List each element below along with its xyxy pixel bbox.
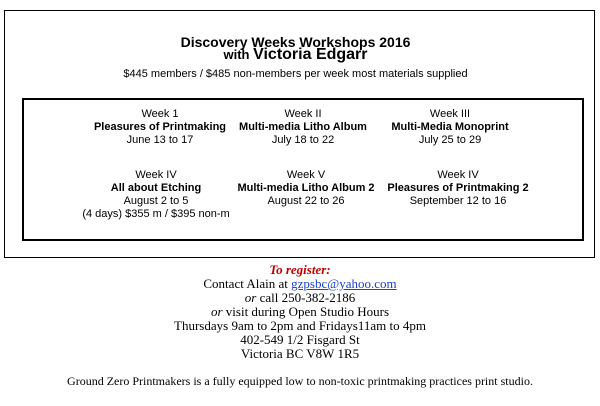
or-label: or (244, 290, 257, 305)
instructor-name: Victoria Edgarr (253, 46, 368, 63)
hours-text: Thursdays 9am to 2pm and Fridays11am to 4pm (174, 318, 426, 333)
email-link[interactable]: gzpsbc@yahoo.com (291, 276, 397, 291)
week-label: Week III (429, 108, 471, 120)
week-title: All about Etching (110, 182, 202, 194)
week-title: Multi-media Litho Album (239, 121, 367, 133)
week-title: Pleasures of Printmaking (93, 121, 227, 133)
week-label: Week IV (135, 169, 177, 181)
address-line-2: Victoria BC V8W 1R5 (240, 346, 360, 361)
week-title: Pleasures of Printmaking 2 (387, 182, 529, 194)
week-label: Week II (284, 108, 322, 120)
visit-text: visit during Open Studio Hours (225, 304, 390, 319)
address-line-1: 402-549 1/2 Fisgard St (240, 332, 360, 347)
page-title: Discovery Weeks Workshops 2016 (180, 34, 411, 50)
week-dates: August 22 to 26 (267, 195, 345, 207)
week-dates: June 13 to 17 (126, 134, 194, 146)
with-label: with (223, 47, 250, 62)
week-note: (4 days) $355 m / $395 non-m (82, 208, 230, 220)
week-label: Week IV (437, 169, 479, 181)
instructor-line (0, 46, 591, 64)
contact-prefix: Contact Alain at (203, 276, 288, 291)
pricing-text: $445 members / $485 non-members per week most materials supplied (123, 68, 468, 80)
footer-text: Ground Zero Printmakers is a fully equipped low to non-toxic printmaking practices print studio. (67, 374, 533, 388)
phone-text: call 250-382-2186 (259, 290, 356, 305)
or-label: or (210, 304, 223, 319)
week-title: Multi-Media Monoprint (391, 121, 509, 133)
week-card (368, 169, 548, 208)
week-label: Week V (286, 169, 326, 181)
week-card (360, 108, 540, 147)
week-dates: September 12 to 16 (409, 195, 507, 207)
register-heading: To register: (269, 262, 331, 277)
week-dates: July 25 to 29 (418, 134, 482, 146)
week-dates: August 2 to 5 (123, 195, 189, 207)
week-dates: July 18 to 22 (271, 134, 335, 146)
week-label: Week 1 (141, 108, 179, 120)
week-title: Multi-media Litho Album 2 (237, 182, 375, 194)
